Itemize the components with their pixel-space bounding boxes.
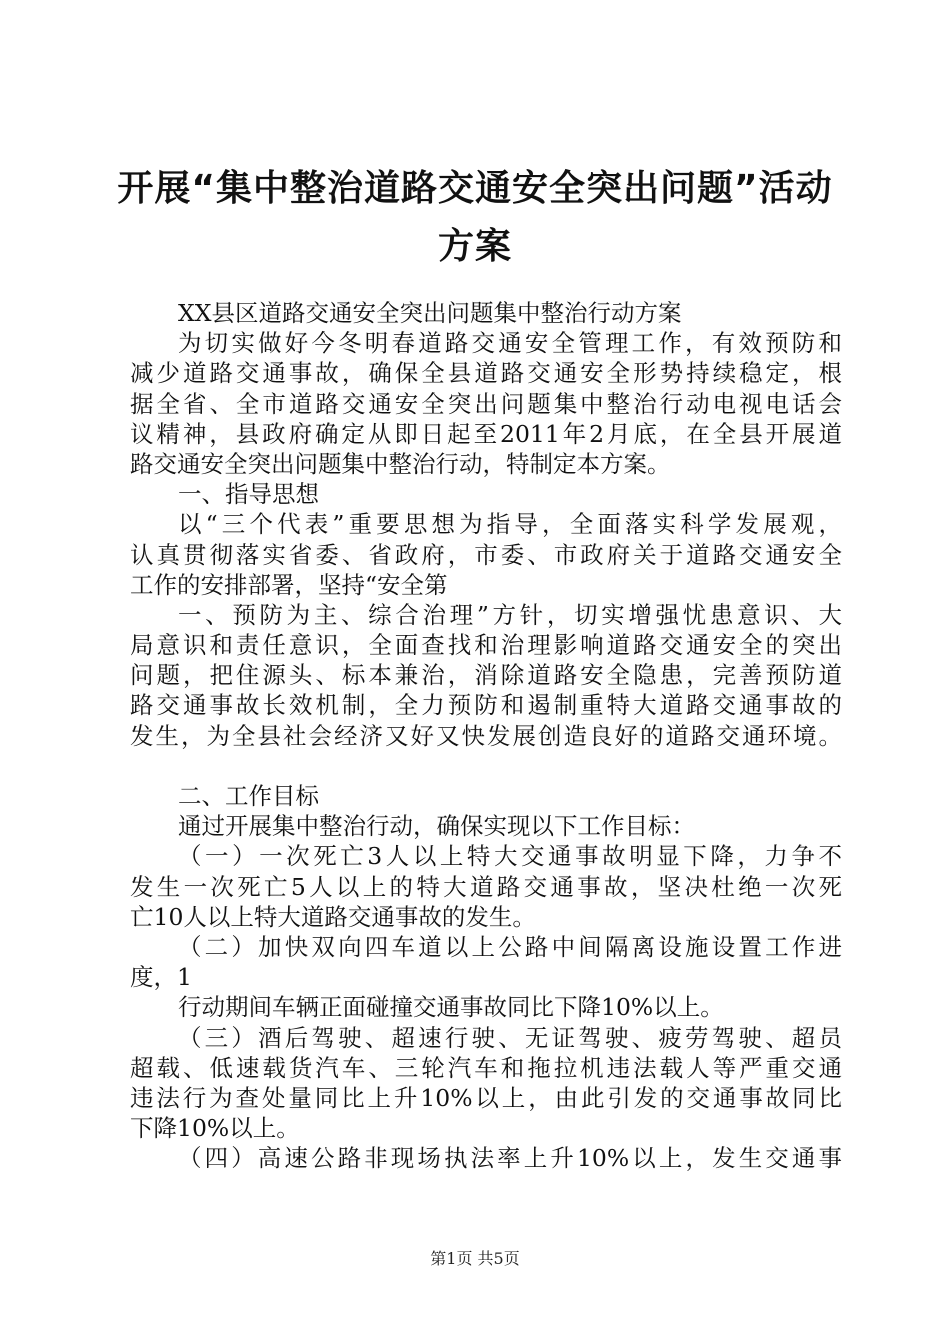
document-title-line-1: 开展“集中整治道路交通安全突出问题”活动 <box>117 168 833 209</box>
body-line: 问题，把住源头、标本兼治，消除道路安全隐患，完善预防道 <box>130 661 842 690</box>
body-line: 度，1 <box>130 963 192 992</box>
body-line: 通过开展集中整治行动，确保实现以下工作目标： <box>178 812 695 841</box>
body-line: 发生，为全县社会经济又好又快发展创造良好的道路交通环境。 <box>130 721 842 750</box>
body-line: XX县区道路交通安全突出问题集中整治行动方案 <box>178 299 682 327</box>
body-line: 以“三个代表”重要思想为指导，全面落实科学发展观， <box>178 510 842 539</box>
blank-line <box>130 751 842 781</box>
body-line: 发生一次死亡5人以上的特大道路交通事故，坚决杜绝一次死 <box>130 872 842 901</box>
body-line: 工作的安排部署，坚持“安全第 <box>130 570 448 599</box>
body-line: 一、预防为主、综合治理”方针，切实增强忧患意识、大 <box>178 600 842 629</box>
body-line: 下降10%以上。 <box>130 1114 300 1143</box>
body-line: 为切实做好今冬明春道路交通安全管理工作，有效预防和 <box>178 329 842 358</box>
page-footer: 第1页 共5页 <box>430 1249 520 1268</box>
section-heading: 二、工作目标 <box>178 782 319 810</box>
document-title-line-2: 方案 <box>437 226 512 267</box>
document-body <box>130 298 842 1173</box>
body-line: （一）一次死亡3人以上特大交通事故明显下降，力争不 <box>178 842 842 871</box>
section-heading: 一、指导思想 <box>178 480 319 509</box>
body-line: 减少道路交通事故，确保全县道路交通安全形势持续稳定，根 <box>130 359 842 388</box>
body-line: 超载、低速载货汽车、三轮汽车和拖拉机违法载人等严重交通 <box>130 1053 842 1082</box>
body-line: 路交通事故长效机制，全力预防和遏制重特大道路交通事故的 <box>130 691 842 720</box>
body-line: 据全省、全市道路交通安全突出问题集中整治行动电视电话会 <box>130 389 842 418</box>
body-line: （二）加快双向四车道以上公路中间隔离设施设置工作进 <box>178 932 842 961</box>
body-line: 议精神，县政府确定从即日起至2011年2月底，在全县开展道 <box>130 419 842 448</box>
body-line: 路交通安全突出问题集中整治行动，特制定本方案。 <box>130 449 671 478</box>
body-line: （四）高速公路非现场执法率上升10%以上，发生交通事 <box>178 1144 842 1173</box>
body-line: 亡10人以上特大道路交通事故的发生。 <box>130 902 536 931</box>
body-line: 局意识和责任意识，全面查找和治理影响道路交通安全的突出 <box>130 631 842 660</box>
body-line: 认真贯彻落实省委、省政府，市委、市政府关于道路交通安全 <box>130 540 842 569</box>
body-line: 行动期间车辆正面碰撞交通事故同比下降10%以上。 <box>178 993 724 1022</box>
body-line: 违法行为查处量同比上升10%以上，由此引发的交通事故同比 <box>130 1083 842 1112</box>
body-line: （三）酒后驾驶、超速行驶、无证驾驶、疲劳驾驶、超员 <box>178 1023 842 1052</box>
